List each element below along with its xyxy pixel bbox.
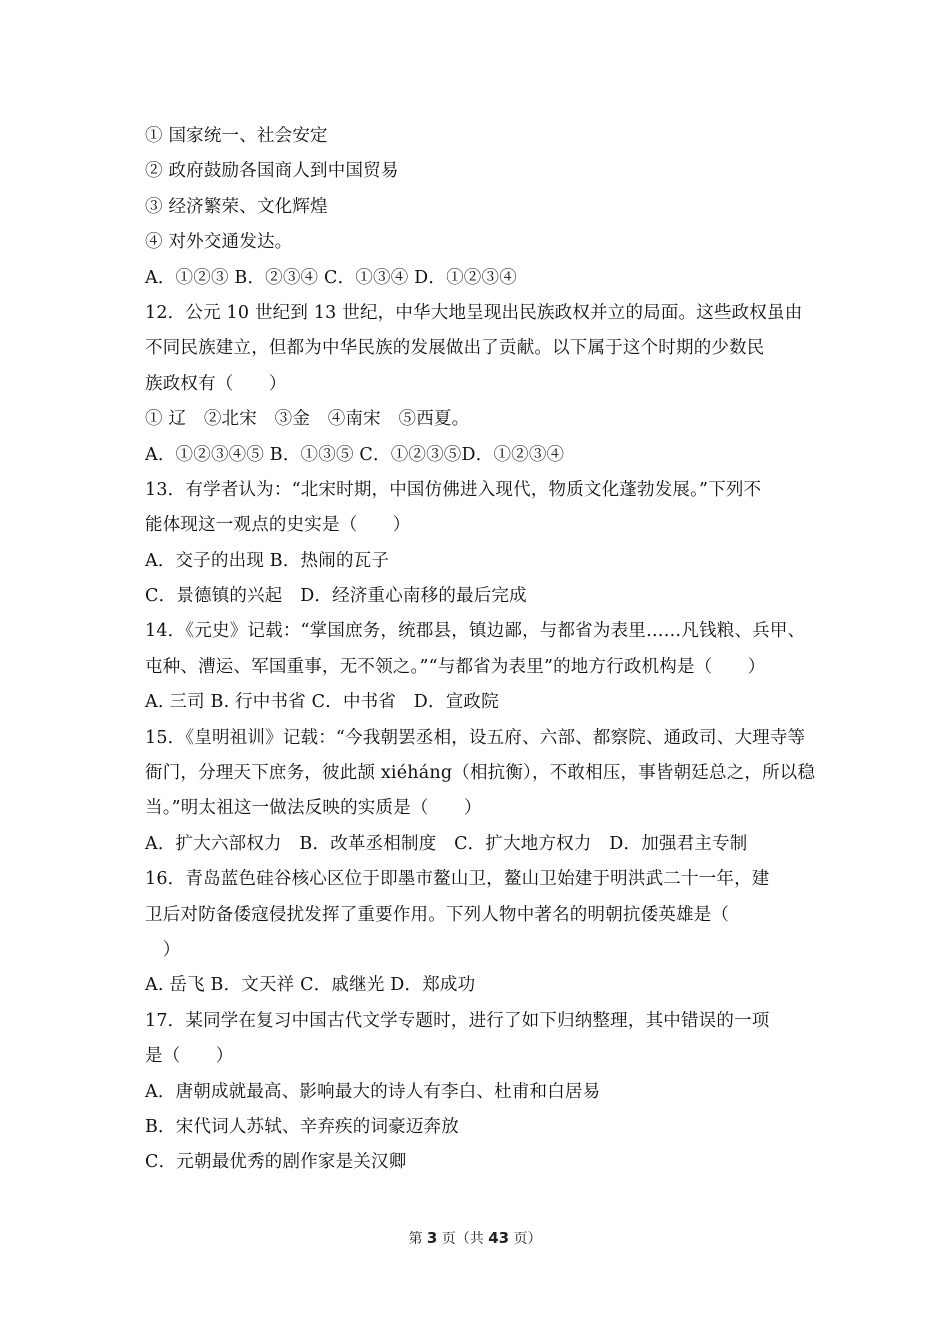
q17-stem-line-1: 17．某同学在复习中国古代文学专题时，进行了如下归纳整理，其中错误的一项 bbox=[145, 1010, 770, 1031]
q14-stem-line-1: 14．《元史》记载：“掌国庶务，统郡县，镇边鄙，与都省为表里……凡钱粮、兵甲、 bbox=[145, 621, 806, 642]
footer-middle: 页（共 bbox=[437, 1231, 489, 1247]
q16-answer-choices: A. 岳飞 B．文天祥 C．戚继光 D．郑成功 bbox=[145, 975, 476, 996]
q12-items: ① 辽 ②北宋 ③金 ④南宋 ⑤西夏。 bbox=[145, 409, 470, 430]
q17-choice-a: A．唐朝成就最高、影响最大的诗人有李白、杜甫和白居易 bbox=[145, 1081, 601, 1102]
footer-page-number: 3 bbox=[426, 1229, 438, 1247]
q15-stem-line-2: 衙门，分理天下庶务，彼此颉 xiéháng（相抗衡），不敢相压，事皆朝廷总之，所以稳 bbox=[145, 763, 816, 784]
footer-total-pages: 43 bbox=[488, 1229, 510, 1247]
page-footer bbox=[0, 1228, 950, 1248]
q13-stem-line-1: 13．有学者认为：“北宋时期，中国仿佛进入现代，物质文化蓬勃发展。”下列不 bbox=[145, 479, 762, 500]
exam-page-body bbox=[145, 119, 815, 1181]
q12-answer-choices: A．①②③④⑤ B．①③⑤ C．①②③⑤D．①②③④ bbox=[145, 444, 565, 465]
q14-stem-line-2: 屯种、漕运、军国重事，无不领之。”“与都省为表里”的地方行政机构是（ ） bbox=[145, 656, 766, 677]
option-line-2: ② 政府鼓励各国商人到中国贸易 bbox=[145, 161, 399, 182]
q11-answer-choices: A．①②③ B．②③④ C．①③④ D．①②③④ bbox=[145, 267, 517, 288]
q15-stem-line-1: 15．《皇明祖训》记载：“今我朝罢丞相，设五府、六部、都察院、通政司、大理寺等 bbox=[145, 727, 806, 748]
q17-stem-line-2: 是（ ） bbox=[145, 1046, 234, 1067]
q16-stem-line-2: 卫后对防备倭寇侵扰发挥了重要作用。下列人物中著名的明朝抗倭英雄是（ bbox=[145, 904, 730, 925]
q14-answer-choices: A. 三司 B. 行中书省 C．中书省 D．宣政院 bbox=[145, 692, 499, 713]
q16-stem-line-3: ） bbox=[145, 939, 181, 960]
q15-stem-line-3: 当。”明太祖这一做法反映的实质是（ ） bbox=[145, 798, 482, 819]
q13-choices-ab: A．交子的出现 B．热闹的瓦子 bbox=[145, 550, 390, 571]
option-line-4: ④ 对外交通发达。 bbox=[145, 232, 293, 253]
q13-choices-cd: C．景德镇的兴起 D．经济重心南移的最后完成 bbox=[145, 586, 527, 607]
footer-suffix: 页） bbox=[509, 1231, 542, 1247]
q17-choice-c: C．元朝最优秀的剧作家是关汉卿 bbox=[145, 1152, 407, 1173]
q12-stem-line-2: 不同民族建立，但都为中华民族的发展做出了贡献。以下属于这个时期的少数民 bbox=[145, 338, 765, 359]
q16-stem-line-1: 16．青岛蓝色硅谷核心区位于即墨市鳌山卫，鳌山卫始建于明洪武二十一年，建 bbox=[145, 869, 770, 890]
q17-choice-b: B．宋代词人苏轼、辛弃疾的词豪迈奔放 bbox=[145, 1116, 459, 1137]
option-line-1: ① 国家统一、社会安定 bbox=[145, 126, 328, 146]
option-line-3: ③ 经济繁荣、文化辉煌 bbox=[145, 196, 328, 217]
q12-stem-line-3: 族政权有（ ） bbox=[145, 373, 287, 394]
q15-answer-choices: A．扩大六部权力 B．改革丞相制度 C．扩大地方权力 D．加强君主专制 bbox=[145, 833, 748, 854]
footer-prefix: 第 bbox=[408, 1231, 427, 1247]
q12-stem-line-1: 12．公元 10 世纪到 13 世纪，中华大地呈现出民族政权并立的局面。这些政权虽由 bbox=[145, 302, 803, 323]
q13-stem-line-2: 能体现这一观点的史实是（ ） bbox=[145, 515, 411, 536]
